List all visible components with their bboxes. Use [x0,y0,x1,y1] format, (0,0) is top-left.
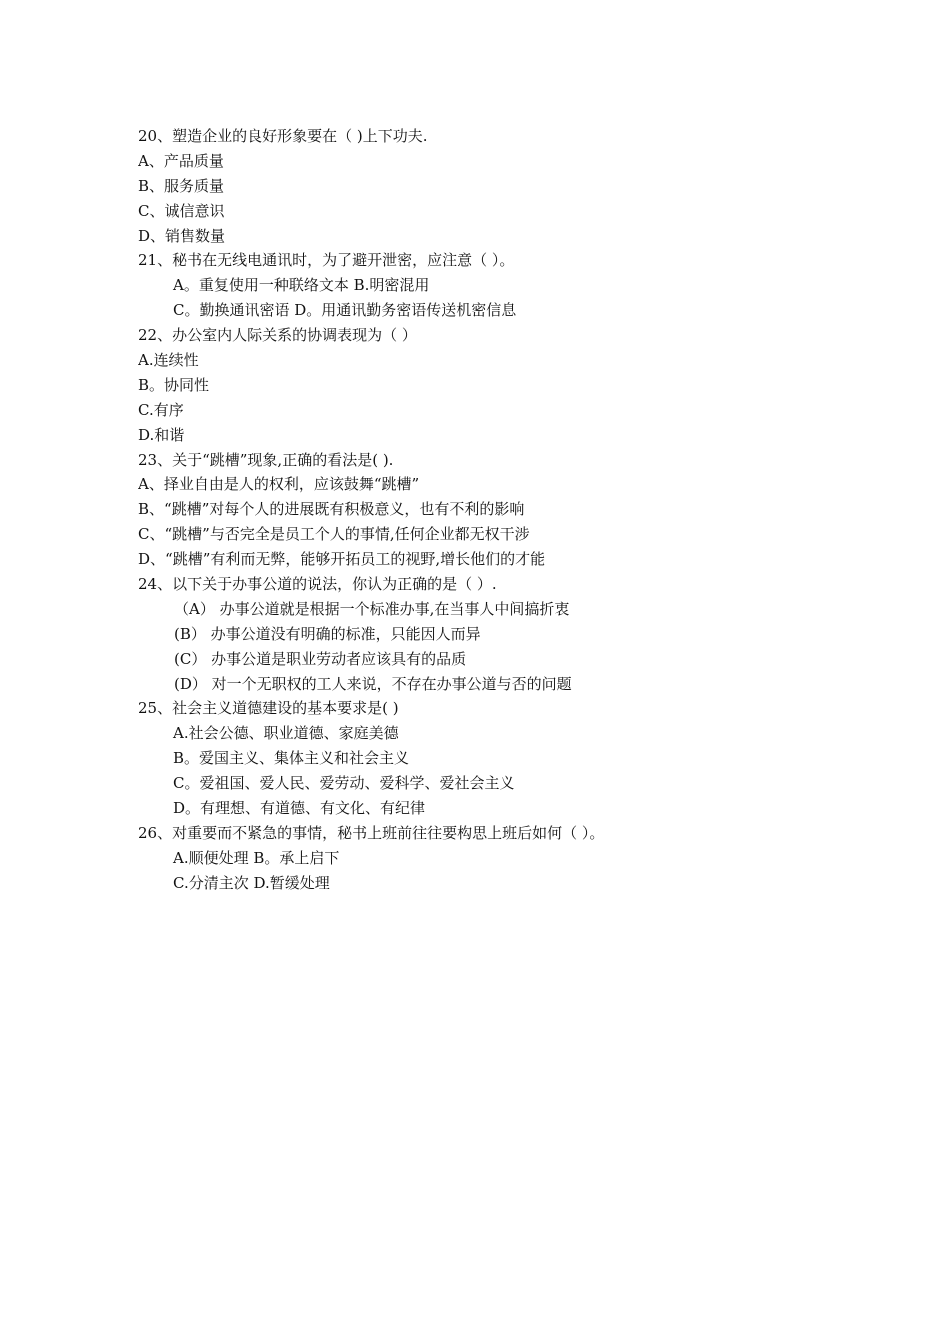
question-list [138,124,898,896]
question-26-stem: 26、对重要而不紧急的事情，秘书上班前往往要构思上班后如何（ ）。 [138,823,605,842]
question-21-stem: 21、秘书在无线电通讯时，为了避开泄密，应注意（ ）。 [138,251,515,270]
question-23-option-b: B、“跳槽”对每个人的进展既有积极意义，也有不利的影响 [138,500,525,519]
question-20-option-d: D、销售数量 [138,226,226,245]
question-20-stem: 20、塑造企业的良好形象要在（ )上下功夫. [138,127,428,145]
question-24-option-d: (D） 对一个无职权的工人来说，不存在办事公道与否的问题 [174,674,572,693]
question-22-stem: 22、办公室内人际关系的协调表现为（ ） [138,326,417,345]
question-24-option-a: （A） 办事公道就是根据一个标准办事,在当事人中间搞折衷 [174,599,570,618]
question-20-option-c: C、诚信意识 [138,201,225,220]
question-25-option-b: B。爱国主义、集体主义和社会主义 [173,749,410,768]
question-22-option-c: C.有序 [138,400,184,419]
question-24-option-c: (C） 办事公道是职业劳动者应该具有的品质 [174,649,467,668]
question-25-option-a: A.社会公德、职业道德、家庭美德 [173,724,399,743]
question-25-option-c: C。爱祖国、爱人民、爱劳动、爱科学、爱社会主义 [173,774,515,793]
question-23-stem: 23、关于“跳槽”现象,正确的看法是( ). [138,450,394,469]
question-23-option-a: A、择业自由是人的权利，应该鼓舞“跳槽” [138,475,420,494]
question-24-stem: 24、以下关于办事公道的说法，你认为正确的是（ ）. [138,575,497,594]
question-26-options-cd: C.分清主次 D.暂缓处理 [173,873,330,892]
question-23-option-c: C、“跳槽”与否完全是员工个人的事情,任何企业都无权干涉 [138,525,530,544]
question-25-stem: 25、社会主义道德建设的基本要求是( ) [138,699,399,718]
question-21-options-ab: A。重复使用一种联络文本 B.明密混用 [173,276,430,295]
question-24-option-b: (B） 办事公道没有明确的标准，只能因人而异 [174,624,481,643]
question-22-option-d: D.和谐 [138,425,185,444]
question-20-option-b: B、服务质量 [138,176,225,195]
question-26-options-ab: A.顺便处理 B。承上启下 [173,848,340,867]
question-20-option-a: A、产品质量 [138,151,224,170]
question-23-option-d: D、“跳槽”有利而无弊，能够开拓员工的视野,增长他们的才能 [138,550,546,569]
question-25-option-d: D。有理想、有道德、有文化、有纪律 [173,799,426,818]
question-22-option-a: A.连续性 [138,351,199,370]
question-22-option-b: B。协同性 [138,375,210,394]
question-21-options-cd: C。勤换通讯密语 D。用通讯勤务密语传送机密信息 [173,301,517,320]
